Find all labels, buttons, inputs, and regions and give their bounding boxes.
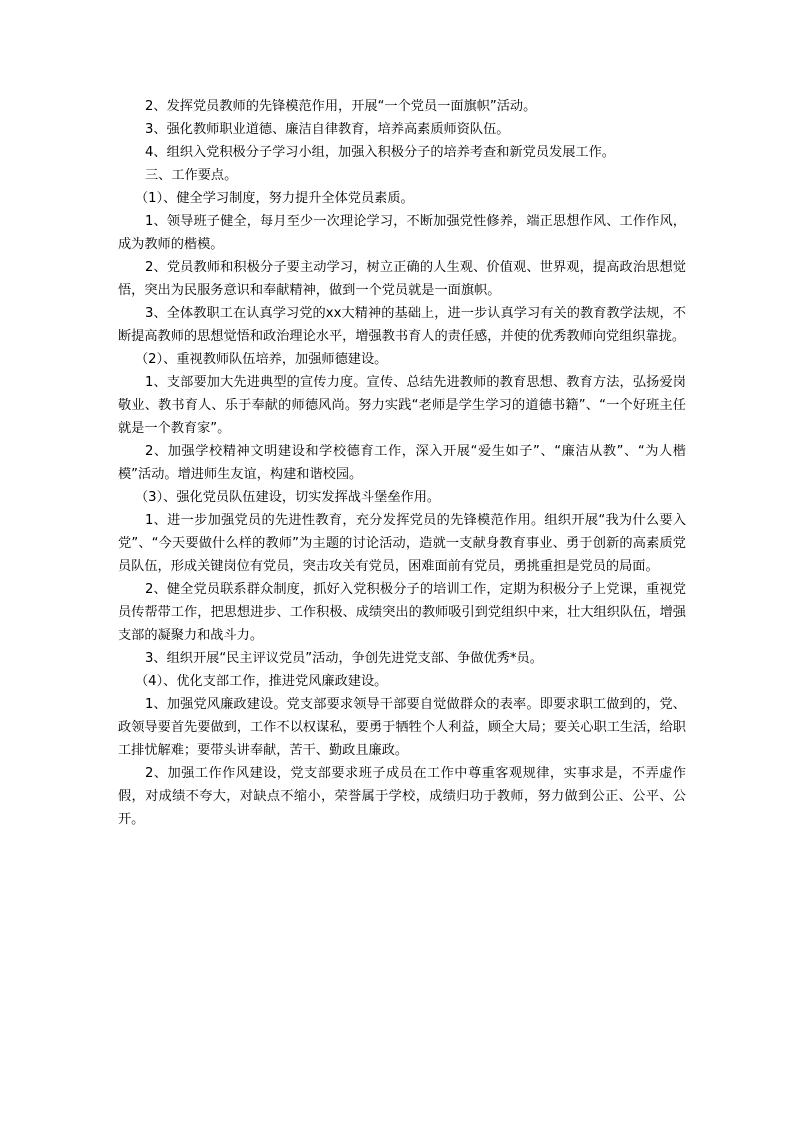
list-item: 1、进一步加强党员的先进性教育，充分发挥党员的先锋模范作用。组织开展“我为什么要入党”、“今天要做什么样的教师”为主题的讨论活动，造就一支献身教育事业、勇于创新的高素质党员队伍，形成关键岗位有党员，突击攻关有党员，困难面前有党员，勇挑重担是党员的局面。 xyxy=(118,513,686,574)
subsection-heading: （1）、健全学习制度，努力提升全体党员素质。 xyxy=(135,191,414,206)
list-item: 2、加强学校精神文明建设和学校德育工作，深入开展“爱生如子”、“廉洁从教”、“为人楷模”活动。增进师生友谊，构建和谐校园。 xyxy=(118,444,686,482)
list-item: 2、党员教师和积极分子要主动学习，树立正确的人生观、价值观、世界观，提高政治思想觉悟，突出为民服务意识和奉献精神，做到一个党员就是一面旗帜。 xyxy=(118,260,686,298)
subsection-heading: （4）、优化支部工作，推进党风廉政建设。 xyxy=(135,674,388,689)
list-item: 1、加强党风廉政建设。党支部要求领导干部要自觉做群众的表率。即要求职工做到的，党、政领导要首先要做到，工作不以权谋私，要勇于牺牲个人利益，顾全大局；要关心职工生活，给职工排忧解难；要带头讲奉献，苦干、勤政且廉政。 xyxy=(118,697,686,758)
list-item: 3、全体教职工在认真学习党的xx大精神的基础上，进一步认真学习有关的教育教学法规，不断提高教师的思想觉悟和政治理论水平，增强教书育人的责任感，并使的优秀教师向党组织靠拢。 xyxy=(118,306,686,344)
list-item: 2、加强工作作风建设，党支部要求班子成员在工作中尊重客观规律，实事求是，不弄虚作假，对成绩不夸大，对缺点不缩小，荣誉属于学校，成绩归功于教师，努力做到公正、公平、公开。 xyxy=(118,766,686,827)
subsection-heading: （3）、强化党员队伍建设，切实发挥战斗堡垒作用。 xyxy=(135,490,441,505)
list-item: 1、领导班子健全，每月至少一次理论学习，不断加强党性修养，端正思想作风、工作作风，成为教师的楷模。 xyxy=(118,214,686,252)
subsection-heading: （2）、重视教师队伍培养，加强师德建设。 xyxy=(135,352,388,367)
list-item: 3、组织开展“民主评议党员”活动，争创先进党支部、争做优秀*员。 xyxy=(145,651,543,666)
list-item: 4、组织入党积极分子学习小组，加强入积极分子的培养考查和新党员发展工作。 xyxy=(145,145,615,160)
document-page xyxy=(118,95,686,831)
list-item: 2、健全党员联系群众制度，抓好入党积极分子的培训工作，定期为积极分子上党课，重视党员传帮带工作，把思想进步、工作积极、成绩突出的教师吸引到党组织中来，壮大组织队伍，增强支部的凝聚力和战斗力。 xyxy=(118,582,686,643)
list-item: 3、强化教师职业道德、廉洁自律教育，培养高素质师资队伍。 xyxy=(145,122,510,137)
list-item: 1、支部要加大先进典型的宣传力度。宣传、总结先进教师的教育思想、教育方法，弘扬爱岗敬业、教书育人、乐于奉献的师德风尚。努力实践“老师是学生学习的道德书籍”、“一个好班主任就是一个教育家”。 xyxy=(118,375,686,436)
section-heading: 三、工作要点。 xyxy=(145,168,238,183)
list-item: 2、发挥党员教师的先锋模范作用，开展“一个党员一面旗帜”活动。 xyxy=(145,99,537,114)
